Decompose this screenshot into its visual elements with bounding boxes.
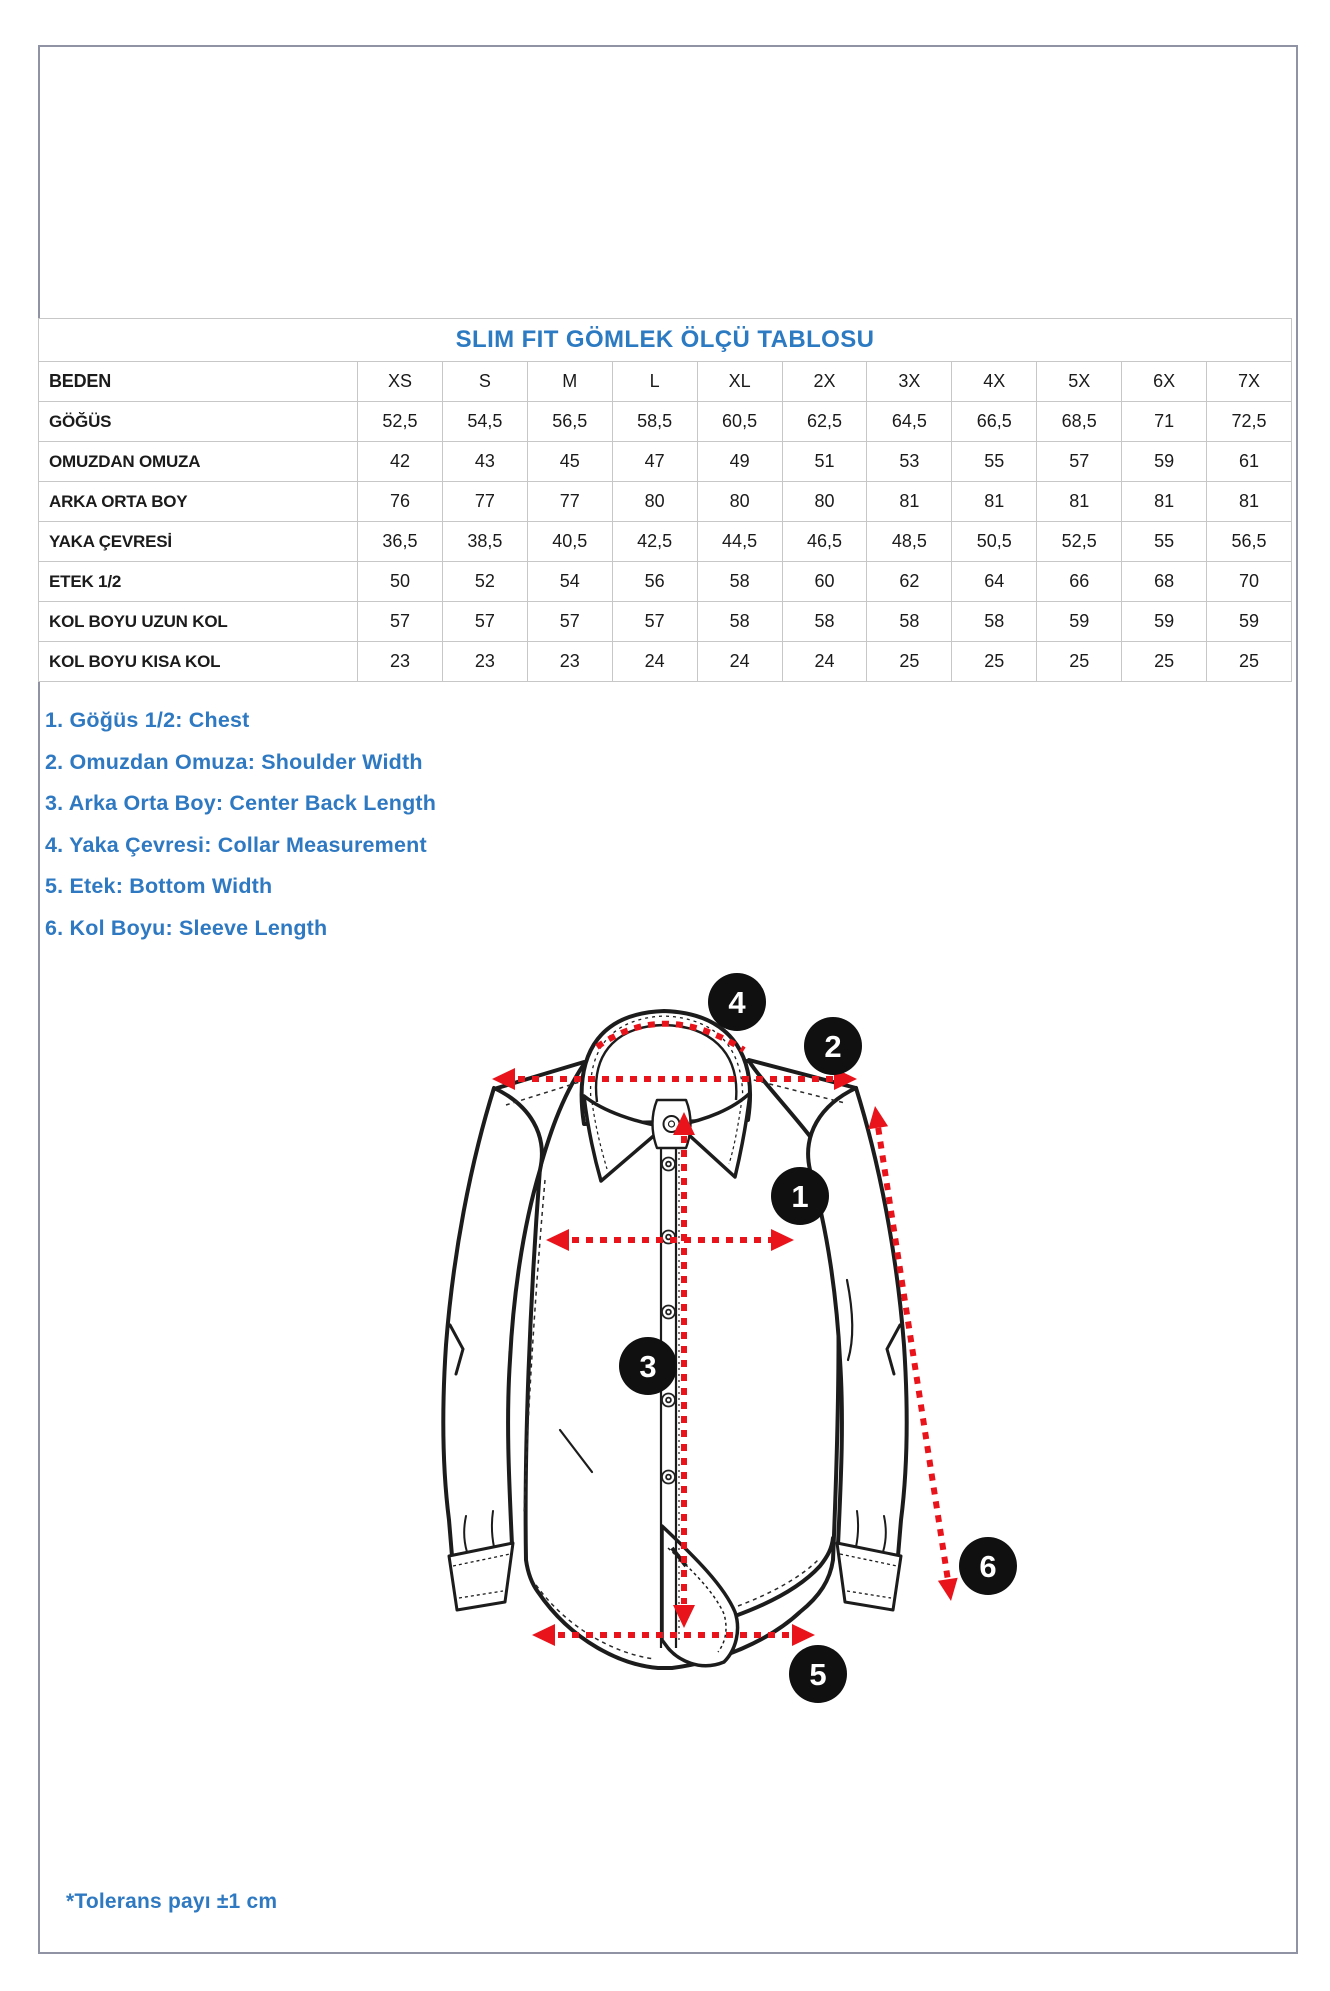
measurement-cell: 55: [952, 442, 1037, 482]
measurement-cell: 58: [782, 602, 867, 642]
measurement-cell: 25: [867, 642, 952, 682]
callout-2-shoulder: 2: [804, 1017, 862, 1075]
measurement-cell: 57: [442, 602, 527, 642]
measurement-cell: 58: [697, 602, 782, 642]
measurement-cell: 59: [1207, 602, 1292, 642]
measurement-cell: 64: [952, 562, 1037, 602]
measurement-cell: 56: [612, 562, 697, 602]
measurement-cell: 77: [527, 482, 612, 522]
measurement-cell: 54,5: [442, 402, 527, 442]
measurement-cell: 62: [867, 562, 952, 602]
header-size-L: L: [612, 362, 697, 402]
measurement-cell: 25: [952, 642, 1037, 682]
measurement-cell: 46,5: [782, 522, 867, 562]
row-label: GÖĞÜS: [39, 402, 358, 442]
measurement-cell: 59: [1037, 602, 1122, 642]
measurement-cell: 80: [697, 482, 782, 522]
measurement-cell: 60,5: [697, 402, 782, 442]
measurement-cell: 50: [358, 562, 443, 602]
measurement-cell: 66: [1037, 562, 1122, 602]
measurement-cell: 25: [1207, 642, 1292, 682]
row-label: KOL BOYU UZUN KOL: [39, 602, 358, 642]
measurement-cell: 24: [612, 642, 697, 682]
header-size-M: M: [527, 362, 612, 402]
measurement-cell: 55: [1122, 522, 1207, 562]
measurement-cell: 49: [697, 442, 782, 482]
measurement-cell: 52,5: [1037, 522, 1122, 562]
table-row: [39, 482, 1292, 522]
measurement-cell: 25: [1122, 642, 1207, 682]
measurement-cell: 51: [782, 442, 867, 482]
measurement-cell: 59: [1122, 602, 1207, 642]
measurement-cell: 40,5: [527, 522, 612, 562]
measurement-cell: 80: [612, 482, 697, 522]
measurement-cell: 81: [1207, 482, 1292, 522]
measurement-cell: 71: [1122, 402, 1207, 442]
measurement-cell: 47: [612, 442, 697, 482]
measurement-cell: 58,5: [612, 402, 697, 442]
legend-item-2: 2. Omuzdan Omuza: Shoulder Width: [45, 749, 423, 774]
measurement-cell: 56,5: [527, 402, 612, 442]
callout-5-bottom: 5: [789, 1645, 847, 1703]
measurement-cell: 59: [1122, 442, 1207, 482]
header-size-XS: XS: [358, 362, 443, 402]
measurement-cell: 61: [1207, 442, 1292, 482]
measurement-cell: 23: [358, 642, 443, 682]
legend-item-4: 4. Yaka Çevresi: Collar Measurement: [45, 832, 427, 857]
table-row: [39, 562, 1292, 602]
measurement-cell: 23: [527, 642, 612, 682]
measurement-cell: 76: [358, 482, 443, 522]
size-table-body: [39, 362, 1292, 682]
header-size-3X: 3X: [867, 362, 952, 402]
measurement-cell: 57: [1037, 442, 1122, 482]
measurement-cell: 53: [867, 442, 952, 482]
measurement-cell: 57: [612, 602, 697, 642]
measurement-cell: 48,5: [867, 522, 952, 562]
measurement-cell: 52,5: [358, 402, 443, 442]
table-row: [39, 642, 1292, 682]
measurement-cell: 52: [442, 562, 527, 602]
measurement-cell: 42: [358, 442, 443, 482]
measurement-cell: 81: [867, 482, 952, 522]
measurement-cell: 44,5: [697, 522, 782, 562]
measurement-cell: 70: [1207, 562, 1292, 602]
measurement-cell: 42,5: [612, 522, 697, 562]
measurement-cell: 58: [867, 602, 952, 642]
table-row: [39, 442, 1292, 482]
callout-6-sleeve: 6: [959, 1537, 1017, 1595]
measurement-cell: 72,5: [1207, 402, 1292, 442]
header-size-S: S: [442, 362, 527, 402]
legend-item-3: 3. Arka Orta Boy: Center Back Length: [45, 791, 437, 816]
row-label: YAKA ÇEVRESİ: [39, 522, 358, 562]
row-label: ARKA ORTA BOY: [39, 482, 358, 522]
header-size-6X: 6X: [1122, 362, 1207, 402]
measurement-cell: 77: [442, 482, 527, 522]
header-size-7X: 7X: [1207, 362, 1292, 402]
table-row: [39, 602, 1292, 642]
measurement-cell: 68: [1122, 562, 1207, 602]
measurement-cell: 60: [782, 562, 867, 602]
size-table-grid: [38, 361, 1292, 682]
measurement-cell: 36,5: [358, 522, 443, 562]
tolerance-footnote: *Tolerans payı ±1 cm: [66, 1890, 278, 1913]
shirt-diagram: [380, 950, 1120, 1760]
size-table-header-row: [39, 362, 1292, 402]
measurement-cell: 24: [697, 642, 782, 682]
measurement-cell: 66,5: [952, 402, 1037, 442]
measurement-cell: 57: [527, 602, 612, 642]
measurement-cell: 23: [442, 642, 527, 682]
header-size-4X: 4X: [952, 362, 1037, 402]
measurement-cell: 81: [1122, 482, 1207, 522]
measurement-cell: 58: [697, 562, 782, 602]
row-label: ETEK 1/2: [39, 562, 358, 602]
measurement-cell: 43: [442, 442, 527, 482]
measurement-cell: 25: [1037, 642, 1122, 682]
measurement-legend: [45, 700, 436, 950]
measurement-cell: 38,5: [442, 522, 527, 562]
legend-item-5: 5. Etek: Bottom Width: [45, 874, 273, 899]
measurement-cell: 62,5: [782, 402, 867, 442]
size-table-title: SLIM FIT GÖMLEK ÖLÇÜ TABLOSU: [38, 318, 1292, 361]
measurement-cell: 24: [782, 642, 867, 682]
table-row: [39, 402, 1292, 442]
measurement-cell: 68,5: [1037, 402, 1122, 442]
measurement-cell: 64,5: [867, 402, 952, 442]
legend-item-1: 1. Göğüs 1/2: Chest: [45, 708, 250, 732]
measurement-cell: 81: [952, 482, 1037, 522]
measurement-cell: 80: [782, 482, 867, 522]
legend-item-6: 6. Kol Boyu: Sleeve Length: [45, 915, 328, 940]
header-size-2X: 2X: [782, 362, 867, 402]
measurement-cell: 54: [527, 562, 612, 602]
header-beden: BEDEN: [39, 362, 358, 402]
callout-4-collar: 4: [708, 973, 766, 1031]
size-table: [38, 318, 1292, 682]
header-size-5X: 5X: [1037, 362, 1122, 402]
measurement-cell: 81: [1037, 482, 1122, 522]
callout-1-chest: 1: [771, 1167, 829, 1225]
measurement-cell: 45: [527, 442, 612, 482]
table-row: [39, 522, 1292, 562]
measurement-cell: 57: [358, 602, 443, 642]
callout-3-center-back: 3: [619, 1337, 677, 1395]
measurement-cell: 56,5: [1207, 522, 1292, 562]
measurement-cell: 58: [952, 602, 1037, 642]
row-label: OMUZDAN OMUZA: [39, 442, 358, 482]
measurement-cell: 50,5: [952, 522, 1037, 562]
row-label: KOL BOYU KISA KOL: [39, 642, 358, 682]
header-size-XL: XL: [697, 362, 782, 402]
